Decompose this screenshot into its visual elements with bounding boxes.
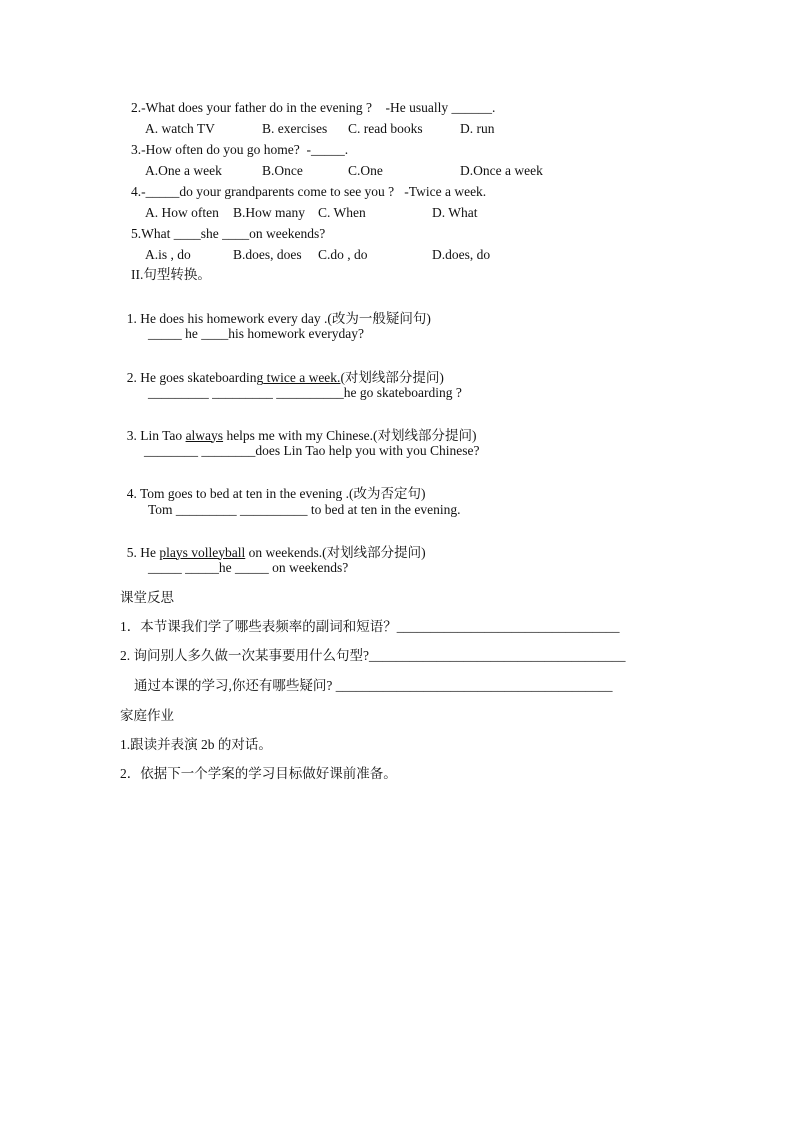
option-4a: A. How often	[145, 205, 219, 220]
option-4c: C. When	[318, 205, 366, 220]
transform-item-2-answer: _________ _________ __________he go skateboarding ?	[148, 385, 462, 400]
option-5d: D.does, do	[432, 247, 491, 262]
transform-item-4	[120, 473, 426, 500]
transform-item-5-text: 5. He	[126, 544, 160, 560]
transform-item-2-underlined: twice a week.	[263, 369, 341, 385]
question-4: 4.-_____do your grandparents come to see you ? -Twice a week.	[131, 184, 487, 199]
transform-item-4-text: 4. Tom goes to bed at ten in the evening .(改为否定句)	[126, 485, 426, 501]
transform-item-1	[120, 298, 431, 325]
transform-item-5-underlined: plays volleyball	[159, 544, 246, 560]
option-5b: B.does, does	[233, 247, 302, 262]
option-3b: B.Once	[262, 163, 303, 178]
transform-item-1-text: 1. He does his homework every day .(改为一般疑问句)	[126, 310, 431, 326]
option-5c: C.do , do	[318, 247, 368, 262]
transform-item-3	[120, 415, 477, 442]
reflection-question-2: 2. 询问别人多久做一次某事要用什么句型?______________________________________	[120, 648, 626, 663]
option-3d: D.Once a week	[460, 163, 543, 178]
question-5: 5.What ____she ____on weekends?	[131, 226, 326, 241]
transform-item-2-instruction: (对划线部分提问)	[340, 369, 444, 385]
transform-item-5-answer: _____ _____he _____ on weekends?	[148, 560, 349, 575]
option-3a: A.One a week	[145, 163, 222, 178]
option-2a: A. watch TV	[145, 121, 215, 136]
transform-item-4-answer: Tom _________ __________ to bed at ten in the evening.	[148, 502, 461, 517]
transform-item-3-answer: ________ ________does Lin Tao help you with you Chinese?	[144, 443, 480, 458]
transform-item-2	[120, 357, 444, 384]
option-2c: C. read books	[348, 121, 423, 136]
option-2d: D. run	[460, 121, 495, 136]
question-3: 3.-How often do you go home? -_____.	[131, 142, 349, 157]
option-4d: D. What	[432, 205, 478, 220]
reflection-question-3: 通过本课的学习,你还有哪些疑问? _________________________________________	[134, 678, 613, 693]
homework-heading: 家庭作业	[120, 708, 174, 723]
option-3c: C.One	[348, 163, 383, 178]
transform-item-3-text: 3. Lin Tao	[126, 427, 186, 443]
homework-item-1: 1.跟读并表演 2b 的对话。	[120, 737, 272, 752]
transform-item-5	[120, 532, 426, 559]
reflection-heading: 课堂反思	[120, 590, 174, 605]
option-2b: B. exercises	[262, 121, 328, 136]
section-2-heading: II.句型转换。	[131, 267, 211, 282]
transform-item-1-answer: _____ he ____his homework everyday?	[148, 326, 364, 341]
option-5a: A.is , do	[145, 247, 191, 262]
reflection-question-1: 1．本节课我们学了哪些表频率的副词和短语？_________________________________	[120, 619, 620, 634]
transform-item-3-underlined: always	[185, 427, 224, 443]
question-2: 2.-What does your father do in the evening ? -He usually ______.	[131, 100, 496, 115]
transform-item-3-instruction: helps me with my Chinese.(对划线部分提问)	[223, 427, 477, 443]
transform-item-5-instruction: on weekends.(对划线部分提问)	[245, 544, 426, 560]
homework-item-2: 2．依据下一个学案的学习目标做好课前准备。	[120, 766, 397, 781]
option-4b: B.How many	[233, 205, 305, 220]
transform-item-2-text: 2. He goes skateboarding	[126, 369, 264, 385]
